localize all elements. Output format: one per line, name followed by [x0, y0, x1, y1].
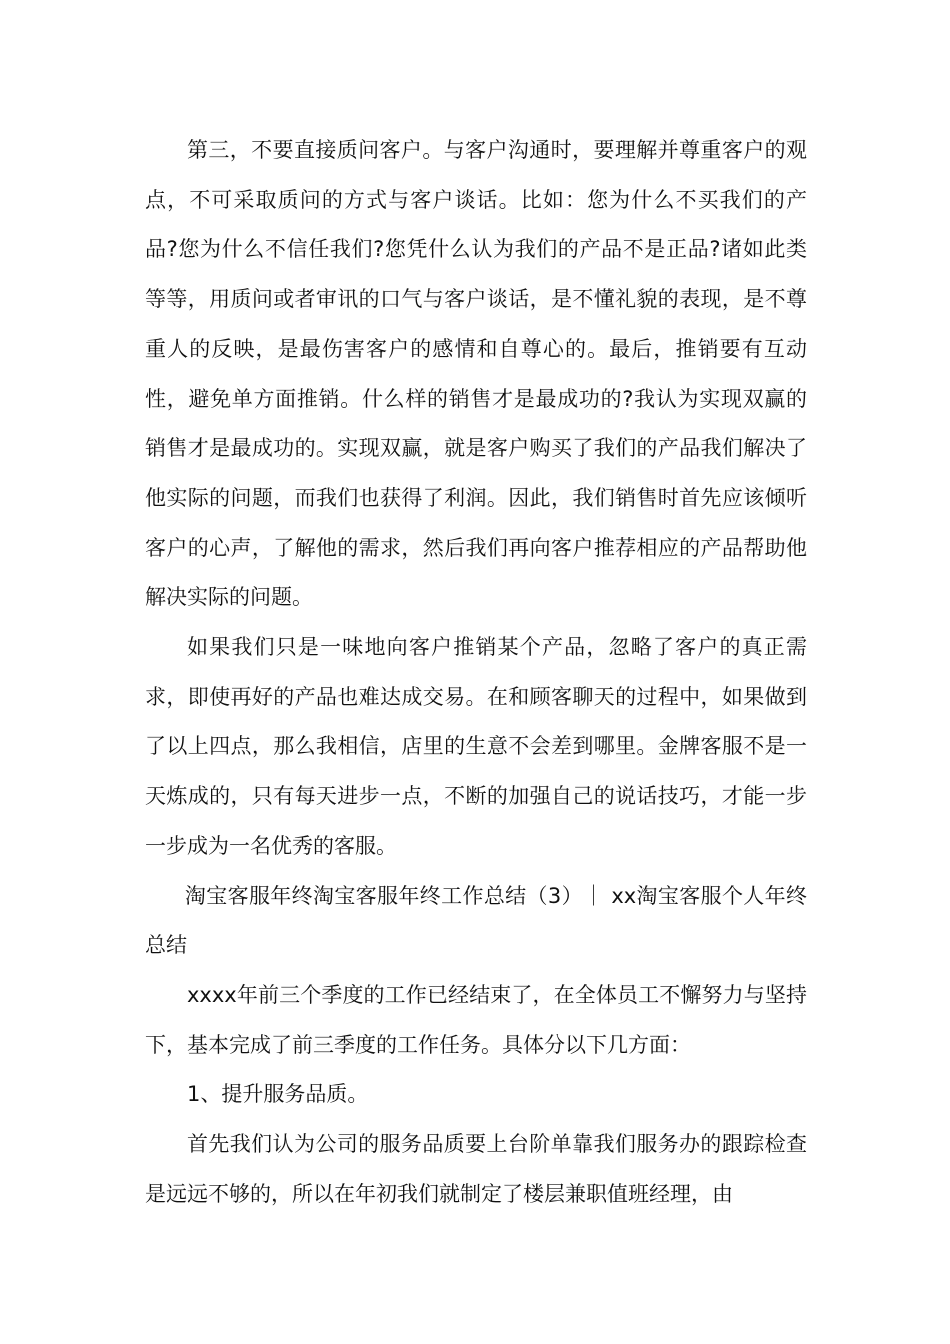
paragraph-service-quality-detail: 首先我们认为公司的服务品质要上台阶单靠我们服务办的跟踪检查是远远不够的，所以在年初我们就制定了楼层兼职值班经理，由 — [145, 1132, 807, 1206]
list-item-service-quality: 1、提升服务品质。 — [187, 1082, 369, 1107]
paragraph-customer-needs: 如果我们只是一味地向客户推销某个产品，忽略了客户的真正需求，即使再好的产品也难达成交易。在和顾客聊天的过程中，如果做到了以上四点，那么我相信，店里的生意不会差到哪里。金牌客服不是一天炼成的，只有每天进步一点，不断的加强自己的说话技巧，才能一步一步成为一名优秀的客服。 — [145, 635, 807, 858]
paragraph-customer-questioning: 第三，不要直接质问客户。与客户沟通时，要理解并尊重客户的观点，不可采取质问的方式与客户谈话。比如：您为什么不买我们的产品?您为什么不信任我们?您凭什么认为我们的产品不是正品?诸如此类等等，用质问或者审讯的口气与客户谈话，是不懂礼貌的表现，是不尊重人的反映，是最伤害客户的感情和自尊心的。最后，推销要有互动性，避免单方面推销。什么样的销售才是最成功的?我认为实现双赢的销售才是最成功的。实现双赢，就是客户购买了我们的产品我们解决了他实际的问题，而我们也获得了利润。因此，我们销售时首先应该倾听客户的心声，了解他的需求，然后我们再向客户推荐相应的产品帮助他解决实际的问题。 — [145, 138, 807, 610]
paragraph-quarter-overview: xxxx年前三个季度的工作已经结束了，在全体员工不懈努力与坚持下，基本完成了前三季度的工作任务。具体分以下几方面： — [145, 982, 807, 1057]
section-heading-annual-summary: 淘宝客服年终淘宝客服年终工作总结（3）｜ xx淘宝客服个人年终总结 — [145, 883, 807, 958]
document-body — [145, 126, 807, 1219]
